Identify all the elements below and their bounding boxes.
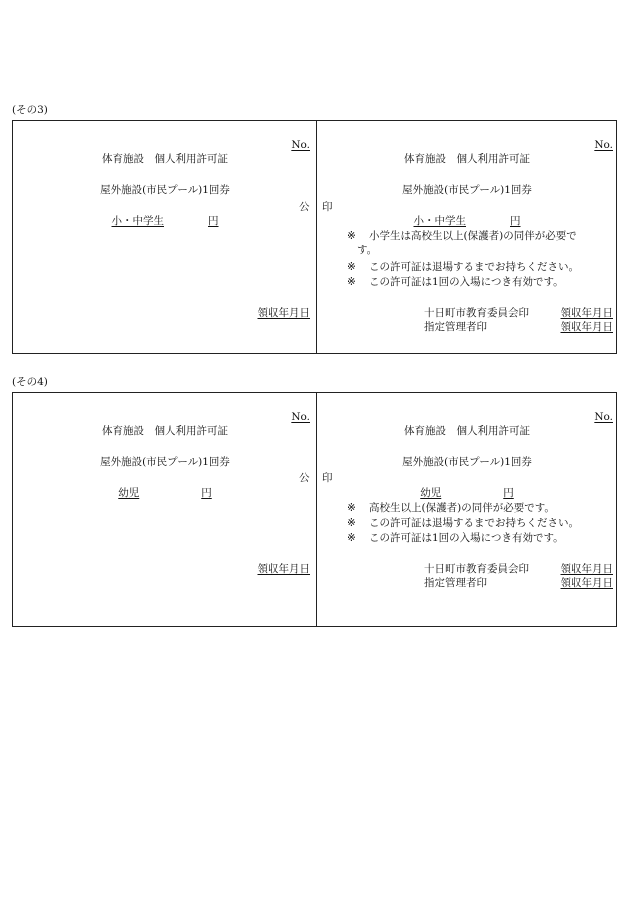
issuer-board-receipt-date: 領収年月日 [560, 307, 613, 319]
main-title: 体育施設 個人利用許可証 [404, 153, 530, 165]
note-text: この許可証は1回の入場につき有効です。 [369, 276, 564, 288]
stub-receipt-date: 領収年月日 [257, 307, 310, 319]
stub-facility: 屋外施設(市民プール)1回券 [100, 184, 230, 196]
note-text: この許可証は退場するまでお持ちください。 [369, 517, 579, 529]
seal-left-char: 公 [299, 201, 310, 213]
stub-title: 体育施設 個人利用許可証 [102, 153, 228, 165]
issuer-designated-manager: 指定管理者印 [424, 577, 487, 589]
main-fare-unit: 円 [503, 487, 514, 499]
main-fare [414, 215, 521, 227]
main-fare-category: 幼児 [420, 487, 442, 499]
note-text: 小学生は高校生以上(保護者)の同伴が必要で [369, 230, 577, 242]
main-facility: 屋外施設(市民プール)1回券 [402, 456, 532, 468]
stub-fare-unit: 円 [208, 215, 219, 227]
note-mark: ※ [347, 261, 356, 273]
stub-fare [112, 215, 219, 227]
perforation-divider [316, 121, 317, 353]
ticket-3 [12, 120, 617, 354]
stub-fare-category: 小・中学生 [111, 215, 164, 227]
ticket-4 [12, 392, 617, 627]
note-text-continued: す。 [357, 244, 378, 256]
seal-right-char: 印 [322, 472, 333, 484]
stub-receipt-date: 領収年月日 [257, 563, 310, 575]
note-text: 高校生以上(保護者)の同伴が必要です。 [369, 502, 555, 514]
note-mark: ※ [347, 517, 356, 529]
main-fare [420, 487, 514, 499]
main-facility: 屋外施設(市民プール)1回券 [402, 184, 532, 196]
main-title: 体育施設 個人利用許可証 [404, 425, 530, 437]
main-fare-category: 小・中学生 [413, 215, 466, 227]
main-fare-unit: 円 [510, 215, 521, 227]
main-number-label: No. [594, 411, 613, 423]
note-text: この許可証は1回の入場につき有効です。 [369, 532, 564, 544]
stub-facility: 屋外施設(市民プール)1回券 [100, 456, 230, 468]
note-text: この許可証は退場するまでお持ちください。 [369, 261, 579, 273]
note-mark: ※ [347, 276, 356, 288]
stub-fare [118, 487, 212, 499]
stub-fare-category: 幼児 [118, 487, 140, 499]
issuer-board-of-education: 十日町市教育委員会印 [424, 307, 529, 319]
seal-right-char: 印 [322, 201, 333, 213]
note-mark: ※ [347, 502, 356, 514]
stub-number-label: No. [291, 411, 310, 423]
issuer-manager-receipt-date: 領収年月日 [560, 577, 613, 589]
issuer-board-receipt-date: 領収年月日 [560, 563, 613, 575]
perforation-divider [316, 393, 317, 626]
stub-title: 体育施設 個人利用許可証 [102, 425, 228, 437]
stub-fare-unit: 円 [201, 487, 212, 499]
note-mark: ※ [347, 230, 356, 242]
issuer-designated-manager: 指定管理者印 [424, 321, 487, 333]
main-number-label: No. [594, 139, 613, 151]
section-label-4: (その4) [12, 376, 48, 388]
note-mark: ※ [347, 532, 356, 544]
seal-left-char: 公 [299, 472, 310, 484]
issuer-manager-receipt-date: 領収年月日 [560, 321, 613, 333]
section-label-3: (その3) [12, 104, 48, 116]
stub-number-label: No. [291, 139, 310, 151]
issuer-board-of-education: 十日町市教育委員会印 [424, 563, 529, 575]
